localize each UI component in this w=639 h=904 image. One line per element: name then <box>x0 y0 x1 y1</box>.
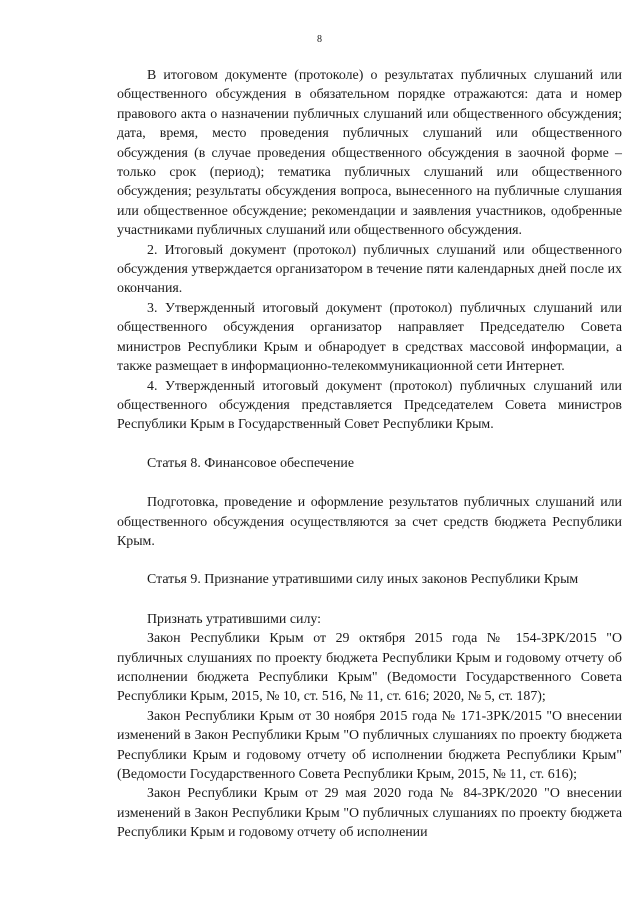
spacer <box>117 435 622 454</box>
page-number: 8 <box>317 34 322 45</box>
paragraph-law-84: Закон Республики Крым от 29 мая 2020 года № 84-ЗРК/2020 "О внесении изменений в Закон Республики Крым "О публичных слушаниях по проекту бюджета Республики Крым и годовому отчету об исполнении <box>117 786 622 841</box>
paragraph-3: 3. Утвержденный итоговый документ (протокол) публичных слушаний или общественного обсуждения организатор направляет Председателю Совета министров Республики Крым и обнародует в средствах массовой информации, а также размещает в информационно-телекоммуникационной сети Интернет. <box>117 300 622 375</box>
paragraph-4: 4. Утвержденный итоговый документ (протокол) публичных слушаний или общественного обсуждения представляется Председателем Совета министров Республики Крым в Государственный Совет Республики Крым. <box>117 378 622 433</box>
article-8-heading: Статья 8. Финансовое обеспечение <box>147 455 354 471</box>
spacer <box>117 590 622 610</box>
paragraph-law-154: Закон Республики Крым от 29 октября 2015 года № 154-ЗРК/2015 "О публичных слушаниях по проекту бюджета Республики Крым и годовому отчету об исполнении бюджета Республики Крым" (Ведомости Государственного Совета Республики Крым, 2015, № 10, ст. 516, № 11, ст. 616; 2020, № 5, ст. 187); <box>117 631 622 705</box>
article-9-heading: Статья 9. Признание утратившими силу иных законов Республики Крым <box>147 572 579 588</box>
paragraph-protocol-contents: В итоговом документе (протоколе) о результатах публичных слушаний или общественного обсуждения в обязательном порядке отражаются: дата и номер правового акта о назначении публичных слушаний или общественного обсуждения; дата, время, место проведения публичных слушаний или общественного обсуждения (в случае проведения общественного обсуждения в заочной форме – только срок (период); тематика публичных слушаний или общественного обсуждения; результаты обсуждения вопроса, вынесенного на публичные слушания или общественное обсуждение; рекомендации и заявления участников, одобренные участниками публичных слушаний или общественного обсуждения. <box>117 68 622 239</box>
paragraph-financing: Подготовка, проведение и оформление результатов публичных слушаний или общественного обсуждения осуществляются за счет средств бюджета Республики Крым. <box>117 495 622 549</box>
paragraph-2: 2. Итоговый документ (протокол) публичных слушаний или общественного обсуждения утверждается организатором в течение пяти календарных дней после их окончания. <box>117 242 622 297</box>
spacer <box>117 551 622 570</box>
document-body <box>117 66 622 843</box>
paragraph-repeal-intro: Признать утратившими силу: <box>147 611 321 627</box>
paragraph-law-171: Закон Республики Крым от 30 ноября 2015 года № 171-ЗРК/2015 "О внесении изменений в Закон Республики Крым "О публичных слушаниях по проекту бюджета Республики Крым и годовому отчету об исполнении бюджета Республики Крым" (Ведомости Государственного Совета Республики Крым, 2015, № 11, ст. 616); <box>117 708 622 782</box>
spacer <box>117 473 622 493</box>
